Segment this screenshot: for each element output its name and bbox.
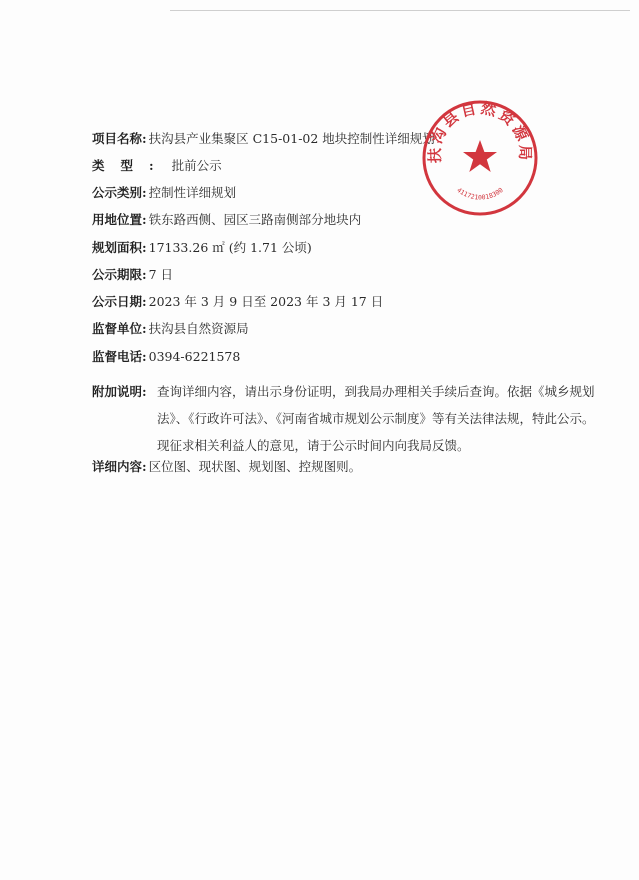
area-value: 17133.26 ㎡ (约 1.71 公顷) xyxy=(148,240,312,255)
phone-value: 0394-6221578 xyxy=(148,349,241,364)
type-value: 批前公示 xyxy=(171,158,222,173)
details-row xyxy=(92,459,361,475)
phone-row xyxy=(92,349,240,365)
area-row xyxy=(92,240,312,256)
remarks-value: 查询详细内容，请出示身份证明，到我局办理相关手续后查询。依据《城乡规划法》、《行政许可法》、《河南省城市规划公示制度》等有关法律法规，特此公示。现征求相关利益人的意见，请于公示时间内向我局反馈。 xyxy=(157,384,595,453)
supervisor-value: 扶沟县自然资源局 xyxy=(148,321,249,336)
seal-name-text: 扶沟县自然资源局 xyxy=(425,98,535,164)
project-name-row xyxy=(92,131,435,147)
supervisor-label: 监督单位: xyxy=(92,321,147,336)
category-label: 公示类别: xyxy=(92,185,147,200)
seal-number-text: 4117210018300 xyxy=(455,186,505,202)
location-label: 用地位置: xyxy=(92,212,147,227)
period-value: 7 日 xyxy=(148,267,174,282)
remarks-label: 附加说明: xyxy=(92,384,147,399)
date-value: 2023 年 3 月 9 日至 2023 年 3 月 17 日 xyxy=(148,294,384,309)
period-label: 公示期限: xyxy=(92,267,147,282)
official-seal xyxy=(420,98,540,218)
category-value: 控制性详细规划 xyxy=(148,185,237,200)
location-value: 铁东路西侧、园区三路南侧部分地块内 xyxy=(148,212,362,227)
date-label: 公示日期: xyxy=(92,294,147,309)
project-name-value: 扶沟县产业集聚区 C15-01-02 地块控制性详细规划 xyxy=(148,131,435,146)
phone-label: 监督电话: xyxy=(92,349,147,364)
period-row xyxy=(92,267,173,283)
top-rule xyxy=(170,10,630,11)
location-row xyxy=(92,212,361,228)
details-value: 区位图、现状图、规划图、控规图则。 xyxy=(148,459,362,474)
category-row xyxy=(92,185,236,201)
area-label: 规划面积: xyxy=(92,240,147,255)
supervisor-row xyxy=(92,321,249,337)
type-label: 类型: xyxy=(92,158,170,173)
seal-star-icon xyxy=(463,140,497,172)
type-row xyxy=(92,158,222,174)
date-row xyxy=(92,294,383,310)
project-name-label: 项目名称: xyxy=(92,131,147,146)
details-label: 详细内容: xyxy=(92,459,147,474)
